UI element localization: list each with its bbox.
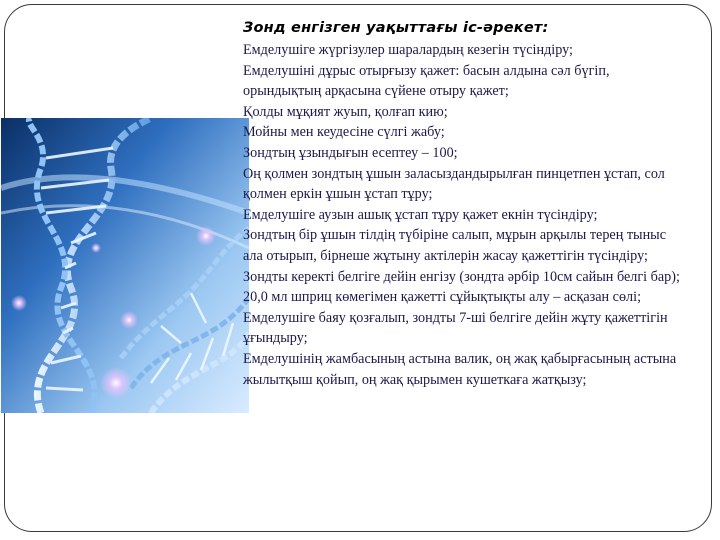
dna-helix-image <box>1 118 249 413</box>
paragraph: Емделушіге баяу қозғалып, зондты 7-ші белгіге дейін жұту қажеттігін ұғындыру; <box>243 309 668 347</box>
paragraph: Зондтың ұзындығын есептеу – 100; <box>243 144 458 161</box>
paragraph: Емделушінің жамбасының астына валик, оң жақ қабырғасының астына жылытқыш қойып, оң жақ қырымен кушеткаға жатқызу; <box>243 350 677 388</box>
paragraph: 20,0 мл шприц көмегімен қажетті сұйықтықты алу – асқазан сөлі; <box>243 289 642 306</box>
paragraph: Емделушіні дұрыс отырғызу қажет: басын алдына сәл бүгіп, орындықтың арқасына сүйене отыру қажет; <box>243 62 610 100</box>
paragraph: Емделушіге жүргізулер шаралардың кезегін түсіндіру; <box>243 42 573 58</box>
slide-title: Зонд енгізген уақыттағы іс-әрекет: <box>243 20 549 36</box>
paragraph: Емделушіге аузын ашық ұстап тұру қажет екнін түсіндіру; <box>243 206 598 223</box>
paragraph: Зондтың бір ұшын тілдің түбіріне салып, мұрын арқылы терең тыныс ала отырып, бірнеше жұтыну актілерін жасау қажеттігін түсіндіру; <box>243 227 667 264</box>
paragraph: Оң қолмен зондтың ұшын заласыздандырылған пинцетпен ұстап, сол қолмен еркін ұшын ұстап тұру; <box>243 165 665 203</box>
paragraph: Қолды мұқият жуып, қолғап кию; <box>243 103 448 120</box>
paragraph: Мойны мен кеудесіне сүлгі жабу; <box>243 124 445 141</box>
text-panel <box>243 19 683 390</box>
paragraph: Зондты керекті белгіге дейін енгізу (зондта әрбір 10см сайын белгі бар); <box>243 268 680 285</box>
